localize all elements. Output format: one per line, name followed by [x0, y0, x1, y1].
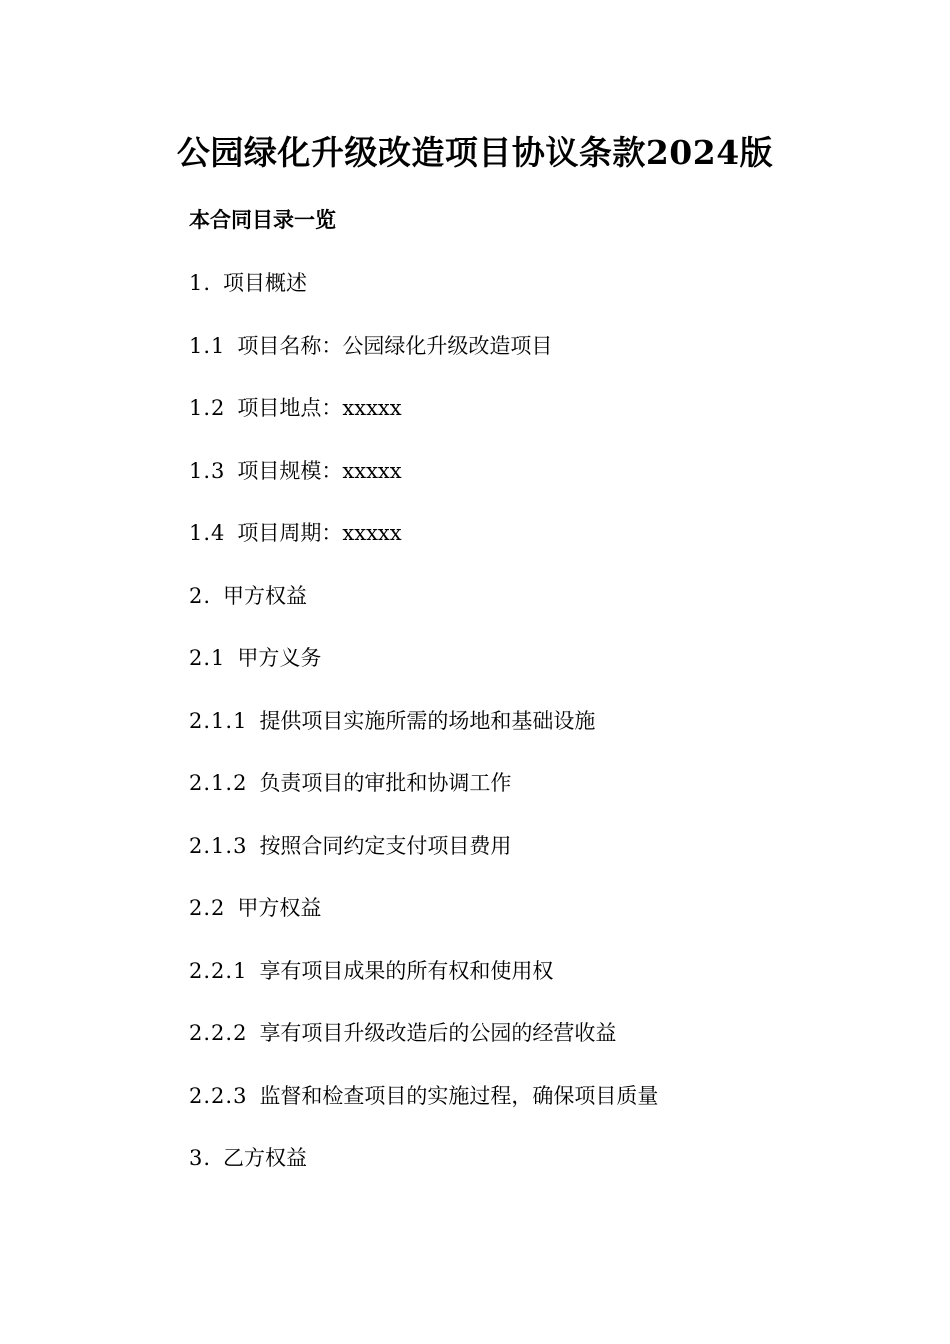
- document-title: 公园绿化升级改造项目协议条款2024版: [176, 133, 774, 172]
- toc-item: [189, 517, 658, 580]
- toc-item-number: 1.1: [189, 333, 226, 358]
- toc-item-number: 2.2: [189, 896, 226, 920]
- toc-item: [189, 1017, 658, 1080]
- toc-item: [189, 955, 658, 1018]
- toc-item: [189, 267, 658, 330]
- toc-item-text: 甲方义务: [237, 646, 322, 670]
- toc-heading: 本合同目录一览: [189, 208, 336, 232]
- toc-item-number: 3.: [189, 1146, 212, 1170]
- toc-item-text: 按照合同约定支付项目费用: [259, 833, 512, 858]
- toc-item-text: 乙方权益: [223, 1146, 308, 1170]
- toc-item-number: 1.2: [189, 396, 226, 420]
- toc-item-number: 2.1.1: [189, 708, 248, 733]
- toc-item-text: 项目名称：公园绿化升级改造项目: [237, 333, 553, 358]
- toc-item-text: 享有项目升级改造后的公园的经营收益: [259, 1021, 617, 1045]
- toc-item-number: 2.1: [189, 646, 226, 670]
- table-of-contents: [189, 267, 658, 1205]
- toc-item: [189, 392, 658, 455]
- toc-item: [189, 1080, 658, 1143]
- toc-item-number: 1.3: [189, 458, 226, 483]
- toc-item-text: 甲方权益: [237, 896, 322, 920]
- toc-item-text: 享有项目成果的所有权和使用权: [259, 958, 554, 983]
- toc-item: [189, 455, 658, 518]
- toc-item-text: 负责项目的审批和协调工作: [259, 771, 512, 795]
- toc-item-text: 提供项目实施所需的场地和基础设施: [259, 708, 596, 733]
- toc-item-number: 1.: [189, 271, 212, 295]
- toc-item-number: 2.2.3: [189, 1083, 248, 1108]
- toc-item: [189, 830, 658, 893]
- toc-item-number: 2.1.2: [189, 771, 248, 795]
- toc-item: [189, 705, 658, 768]
- toc-item-number: 2.2.2: [189, 1021, 248, 1045]
- toc-item-number: 2.: [189, 583, 212, 608]
- toc-item-text: 项目概述: [223, 271, 308, 295]
- toc-item-text: 监督和检查项目的实施过程，确保项目质量: [259, 1083, 659, 1108]
- toc-item-text: 项目周期：xxxxx: [237, 521, 402, 545]
- toc-item-number: 2.1.3: [189, 833, 248, 858]
- toc-item-text: 项目地点：xxxxx: [237, 396, 402, 420]
- toc-item: [189, 767, 658, 830]
- toc-item: [189, 1142, 658, 1205]
- toc-item: [189, 892, 658, 955]
- toc-item: [189, 580, 658, 643]
- toc-item-text: 项目规模：xxxxx: [237, 458, 402, 483]
- toc-item: [189, 330, 658, 393]
- toc-item-number: 2.2.1: [189, 958, 248, 983]
- toc-item: [189, 642, 658, 705]
- toc-item-number: 1.4: [189, 521, 226, 545]
- toc-item-text: 甲方权益: [223, 583, 308, 608]
